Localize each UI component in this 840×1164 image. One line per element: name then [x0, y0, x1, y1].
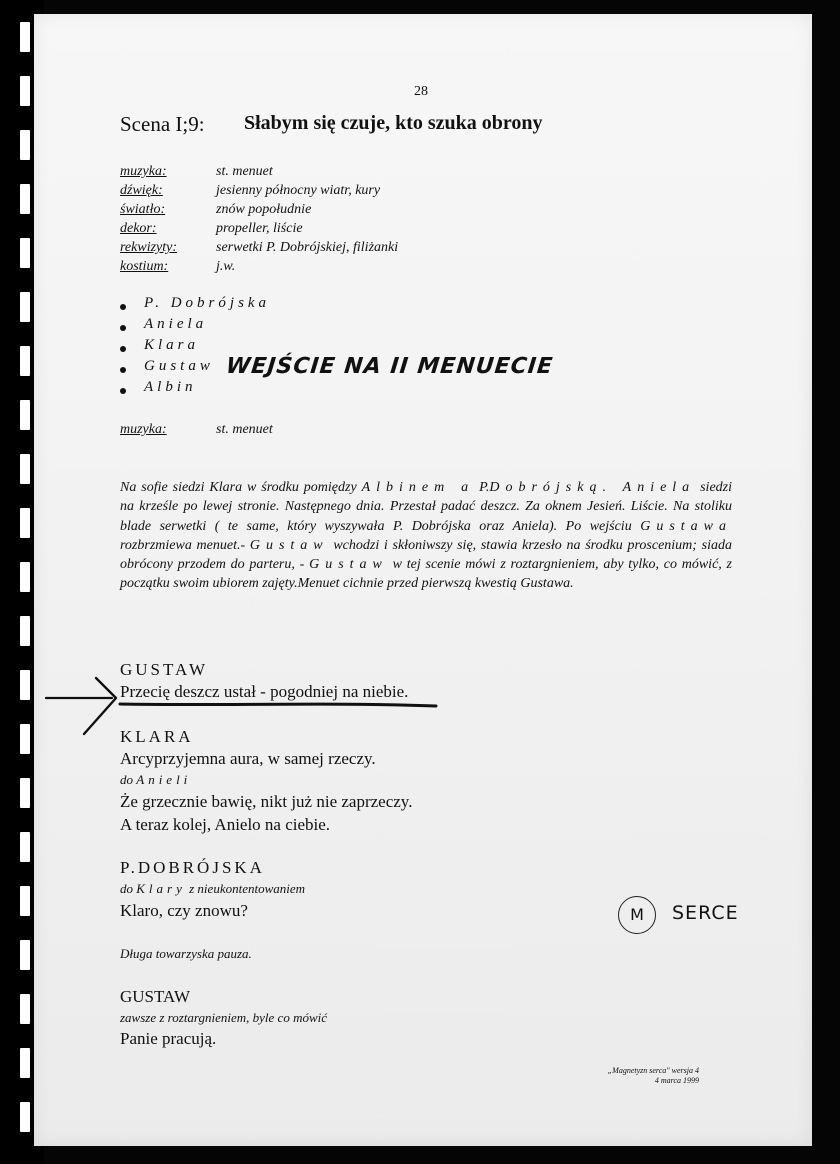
binder-hole [20, 1102, 30, 1132]
binder-hole [20, 562, 30, 592]
stage-name-albin: Albinem a [361, 480, 475, 495]
binder-hole [20, 454, 30, 484]
character-albin: Albin [144, 379, 197, 395]
binder-hole [20, 22, 30, 52]
meta-value-muzyka: st. menuet [216, 164, 273, 179]
line-klara-3: A teraz kolej, Anielo na ciebie. [120, 815, 331, 834]
stage-text: Na sofie siedzi Klara w środku pomiędzy [120, 480, 362, 495]
meta-key-rekwizyty: rekwizyty: [120, 240, 178, 255]
binder-hole [20, 616, 30, 646]
line-dobrojska: Klaro, czy znowu? [120, 901, 248, 920]
footer-version [574, 1066, 699, 1086]
stage-text: rozbrzmiewa menuet.- [120, 537, 250, 553]
footer-line-1: „Magnetyzn serca" wersja 4 [607, 1066, 699, 1075]
bullet-icon [120, 388, 126, 394]
handwritten-circle-icon: M [618, 896, 656, 934]
direction-dobrojska [120, 881, 305, 897]
page-sheet [34, 14, 812, 1146]
meta-key-kostium: kostium: [120, 259, 169, 274]
handwritten-note-entrance: WEJŚCIE NA II MENUECIE [224, 354, 555, 379]
line-klara-1: Arcyprzyjemna aura, w samej rzeczy. [120, 749, 376, 768]
binder-hole [20, 778, 30, 808]
meta-value-dekor: propeller, liście [216, 221, 303, 236]
direction-text: do [120, 772, 137, 787]
binder-hole [20, 886, 30, 916]
character-dobrojska: P. Dobrójska [144, 295, 271, 311]
binder-hole [20, 724, 30, 754]
direction-klara [120, 772, 191, 788]
meta-value-rekwizyty: serwetki P. Dobrójskiej, filiżanki [216, 240, 399, 255]
binder-hole [20, 400, 30, 430]
direction-name: Anieli [136, 772, 192, 787]
scene-label: Scena I;9: [120, 112, 205, 136]
binder-hole [20, 1048, 30, 1078]
line-klara-2: Że grzecznie bawię, nikt już nie zaprzeczy. [120, 792, 413, 811]
bullet-icon [120, 325, 126, 331]
meta-value-kostium: j.w. [216, 259, 236, 274]
stage-text: wchodzi i skłoniwszy się, stawia krzesło na środku proscenium; siada obrócony przodem do parteru, - [120, 537, 732, 573]
footer-line-2: 4 marca 1999 [654, 1076, 699, 1085]
scene-title: Słabym się czuje, kto szuka obrony [244, 112, 543, 134]
line-gustaw-2: Panie pracują. [120, 1029, 217, 1048]
binder-hole [20, 670, 30, 700]
music-key-2: muzyka: [120, 422, 167, 437]
binder-hole [20, 994, 30, 1024]
binder-hole [20, 508, 30, 538]
binder-hole [20, 184, 30, 214]
stage-text: siedzi na krześle po lewej stronie. Następnego dnia. Przestał padać deszcz. Za oknem Jesień. Liście. Na stoliku blade serwetki ( te same, który wyszywała P. Dobrójska oraz Aniela). Po wejściu [120, 480, 732, 534]
character-klara: Klara [144, 337, 200, 353]
speaker-klara: KLARA [120, 727, 194, 746]
character-aniela: Aniela [144, 316, 208, 332]
stage-text: P. [474, 480, 490, 495]
bullet-icon [120, 304, 126, 310]
binder-hole [20, 832, 30, 862]
line-gustaw: Przecię deszcz ustał - pogodniej na niebie. [120, 682, 409, 701]
character-gustaw: Gustaw [144, 358, 214, 374]
binder-hole [20, 238, 30, 268]
stage-name-gustaw: Gustawa [640, 518, 732, 534]
direction-name: Klary [136, 881, 186, 896]
binder-hole [20, 292, 30, 322]
meta-value-swiatlo: znów popołudnie [216, 202, 312, 217]
meta-key-dekor: dekor: [120, 221, 157, 236]
stage-text: w tej scenie mówi z roztargnieniem, aby tylko, co mówić, z początku swoim ubiorem zajęty.Menuet cichnie przed pierwszą kwestią Gustawa. [120, 557, 732, 592]
direction-text: do [120, 881, 137, 896]
speaker-gustaw-2: GUSTAW [120, 987, 190, 1006]
binder-hole [20, 346, 30, 376]
stage-name-gustaw: Gustaw [309, 557, 388, 573]
speaker-gustaw: GUSTAW [120, 660, 208, 679]
speaker-dobrojska: P.DOBRÓJSKA [120, 858, 265, 877]
page-number: 28 [414, 84, 428, 99]
stage-direction [120, 478, 732, 594]
binder-hole [20, 940, 30, 970]
bullet-icon [120, 346, 126, 352]
bullet-icon [120, 367, 126, 373]
handwritten-note-serce: SERCE [672, 902, 739, 924]
meta-key-dzwiek: dźwięk: [120, 183, 163, 198]
music-value-2: st. menuet [216, 422, 273, 437]
stage-name-dobrojska: Dobrójską. [489, 480, 612, 495]
binder-hole [20, 76, 30, 106]
direction-gustaw: zawsze z roztargnieniem, byle co mówić [120, 1010, 328, 1025]
meta-value-dzwiek: jesienny północny wiatr, kury [216, 183, 381, 198]
meta-key-swiatlo: światło: [120, 202, 166, 217]
stage-name-gustaw: Gustaw [249, 537, 329, 553]
direction-text: z nieukontentowaniem [189, 881, 306, 896]
binder-hole [20, 130, 30, 160]
stage-pause: Długa towarzyska pauza. [120, 946, 252, 961]
stage-name-aniela: Aniela [611, 480, 696, 495]
handwritten-arrow-icon [34, 664, 454, 744]
meta-key-muzyka: muzyka: [120, 164, 167, 179]
